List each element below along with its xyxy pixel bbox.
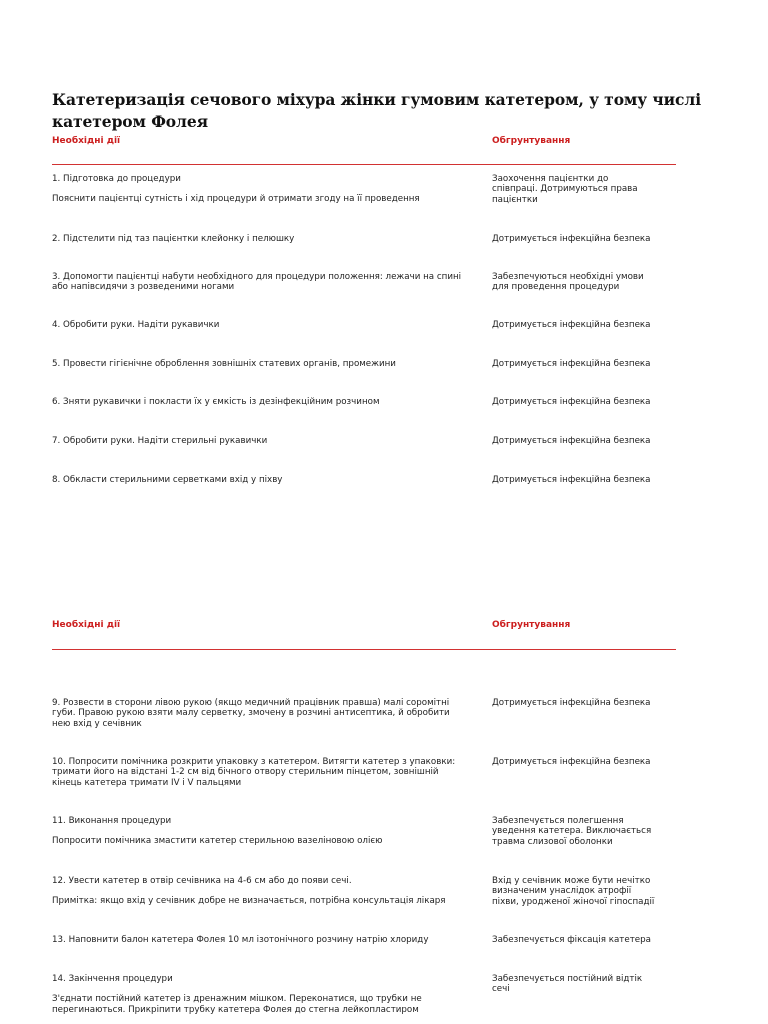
table-row-action [52, 475, 467, 485]
table-row-rationale: Дотримується інфекційна безпека [492, 475, 651, 485]
action-text: 8. Обкласти стерильними серветками вхід у піхву [52, 475, 283, 485]
action-text: 6. Зняти рукавички і покласти їх у ємкість із дезінфекційним розчином [52, 397, 380, 407]
table-row-action [52, 698, 457, 729]
table-row-rationale: Забезпечується полегшення уведення катетера. Виключається травма слизової оболонки [492, 816, 652, 847]
column-header-rationale: Обгрунтування [492, 136, 571, 146]
table-row-action [52, 876, 467, 907]
table-row-rationale: Дотримується інфекційна безпека [492, 436, 651, 446]
table-row-rationale: Вхід у сечівник може бути нечітко визначеним унаслідок атрофії піхви, уродженої жіночої гіпоспадії [492, 876, 655, 907]
table-row-action [52, 816, 467, 847]
action-text: З'єднати постійний катетер із дренажним мішком. Переконатися, що трубки не перегинаються. Прикріпити трубку катетера Фолея до стегна лейкопластиром [52, 994, 422, 1015]
table-row-action [52, 436, 467, 446]
table-row-rationale: Дотримується інфекційна безпека [492, 397, 651, 407]
action-text: 1. Підготовка до процедури [52, 174, 181, 184]
table-row-rationale: Забезпечується фіксація катетера [492, 935, 651, 945]
header-divider [52, 164, 676, 165]
action-text: Пояснити пацієнтці сутність і хід процедури й отримати згоду на її проведення [52, 194, 420, 205]
action-text: 2. Підстелити під таз пацієнтки клейонку і пелюшку [52, 234, 295, 244]
table-row-rationale: Дотримується інфекційна безпека [492, 320, 651, 330]
table-row-action [52, 757, 460, 788]
action-text: 12. Увести катетер в отвір сечівника на 4-6 см або до появи сечі. [52, 876, 352, 886]
column-header-actions: Необхідні дії [52, 136, 121, 146]
column-header-actions: Необхідні дії [52, 620, 121, 630]
page-title: Катетеризація сечового міхура жінки гумовим катетером, у тому числі катетером Фолея [52, 90, 702, 131]
table-row-action [52, 974, 432, 1015]
table-row-rationale: Дотримується інфекційна безпека [492, 757, 651, 767]
table-row-action [52, 234, 467, 244]
table-row-rationale: Заохочення пацієнтки до співпраці. Дотримуються права пацієнтки [492, 174, 638, 205]
action-text: 7. Обробити руки. Надіти стерильні рукавички [52, 436, 268, 446]
action-text: 11. Виконання процедури [52, 816, 172, 826]
table-row-action [52, 320, 467, 330]
action-text: 14. Закінчення процедури [52, 974, 173, 984]
table-row-rationale: Забезпечується постійний відтік сечі [492, 974, 643, 995]
action-text: 5. Провести гігієнічне оброблення зовнішніх статевих органів, промежини [52, 359, 396, 369]
action-text: 10. Попросити помічника розкрити упаковку з катетером. Витягти катетер з упаковки: тримати його на відстані 1-2 см від бічного отвору стерильним пінцетом, зовнішній кінець катетера тримати IV і V пальцями [52, 757, 456, 788]
table-row-rationale: Забезпечуються необхідні умови для проведення процедури [492, 272, 644, 293]
table-row-action [52, 935, 467, 945]
action-text: 13. Наповнити балон катетера Фолея 10 мл ізотонічного розчину натрію хлориду [52, 935, 429, 945]
column-header-rationale: Обгрунтування [492, 620, 571, 630]
action-text: Попросити помічника змастити катетер стерильною вазеліновою олією [52, 836, 383, 847]
header-divider [52, 649, 676, 650]
action-text: Примітка: якщо вхід у сечівник добре не визначається, потрібна консультація лікаря [52, 896, 446, 907]
table-row-action [52, 397, 467, 407]
table-row-rationale: Дотримується інфекційна безпека [492, 359, 651, 369]
action-text: 4. Обробити руки. Надіти рукавички [52, 320, 220, 330]
action-text: 3. Допомогти пацієнтці набути необхідного для процедури положення: лежачи на спині або напівсидячи з розведеними ногами [52, 272, 462, 293]
table-row-action [52, 272, 467, 293]
table-row-rationale: Дотримується інфекційна безпека [492, 234, 651, 244]
action-text: 9. Розвести в сторони лівою рукою (якщо медичний працівник правша) малі соромітні губи. Правою рукою взяти малу серветку, змочену в розчині антисептика, й обробити нею вхід у сечівник [52, 698, 450, 729]
table-row-action [52, 359, 467, 369]
table-row-rationale: Дотримується інфекційна безпека [492, 698, 651, 708]
table-row-action [52, 174, 467, 205]
